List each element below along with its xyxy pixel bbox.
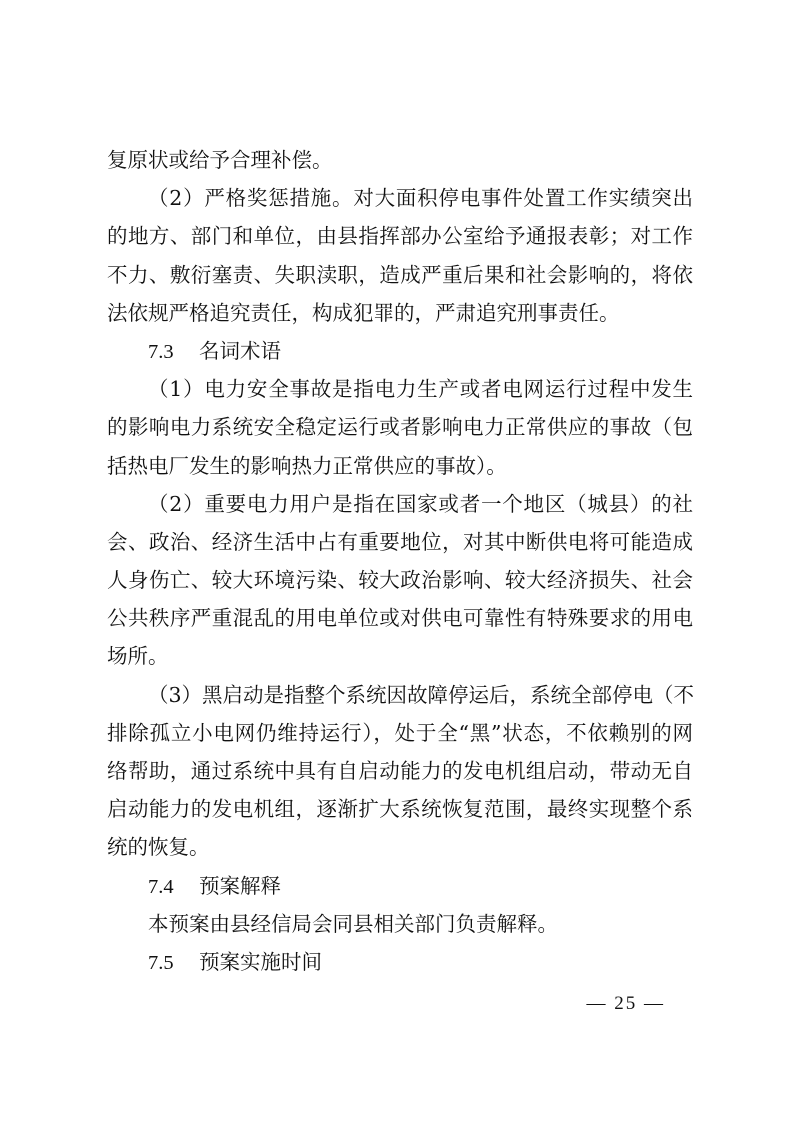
body-text (107, 141, 693, 981)
page-number: — 25 — (586, 993, 665, 1014)
text-line: 络帮助，通过系统中具有自启动能力的发电机组启动，带动无自 (107, 759, 693, 783)
section-heading (107, 332, 693, 370)
text-line: 复原状或给予合理补偿。 (107, 148, 333, 172)
text-line: （2）重要电力用户是指在国家或者一个地区（城县）的社 (148, 491, 693, 516)
text-line: （2）严格奖惩措施。对大面积停电事件处置工作实绩突出 (148, 186, 693, 211)
section-heading (107, 867, 693, 905)
section-title: 预案实施时间 (199, 949, 322, 974)
text-line: （1）电力安全事故是指电力生产或者电网运行过程中发生 (148, 377, 693, 402)
text-line: 场所。 (107, 644, 169, 669)
text-line: 的影响电力系统安全稳定运行或者影响电力正常供应的事故（包 (107, 415, 693, 440)
section-heading (107, 943, 693, 981)
section-title: 预案解释 (199, 873, 281, 898)
text-line: 统的恢复。 (107, 835, 210, 860)
text-line: 公共秩序严重混乱的用电单位或对供电可靠性有特殊要求的用电 (107, 606, 693, 631)
section-number: 7.4 (148, 875, 174, 898)
text-line: 会、政治、经济生活中占有重要地位，对其中断供电将可能造成 (107, 529, 693, 554)
text-line: 的地方、部门和单位，由县指挥部办公室给予通报表彰；对工作 (107, 224, 693, 249)
text-line: 法依规严格追究责任，构成犯罪的，严肃追究刑事责任。 (107, 300, 620, 325)
text-line: 不力、敷衍塞责、失职渎职，造成严重后果和社会影响的，将依 (107, 262, 693, 287)
text-line: 排除孤立小电网仍维持运行），处于全“黑”状态，不依赖别的网 (107, 720, 693, 745)
text-line: 本预案由县经信局会同县相关部门负责解释。 (148, 911, 558, 936)
text-line: 人身伤亡、较大环境污染、较大政治影响、较大经济损失、社会 (107, 568, 693, 593)
text-line: （3）黑启动是指整个系统因故障停运后，系统全部停电（不 (148, 682, 695, 707)
text-line: 括热电厂发生的影响热力正常供应的事故）。 (107, 453, 507, 478)
section-number: 7.3 (148, 340, 174, 363)
section-number: 7.5 (148, 951, 174, 974)
section-title: 名词术语 (199, 338, 281, 363)
text-line: 启动能力的发电机组，逐渐扩大系统恢复范围，最终实现整个系 (107, 797, 693, 822)
